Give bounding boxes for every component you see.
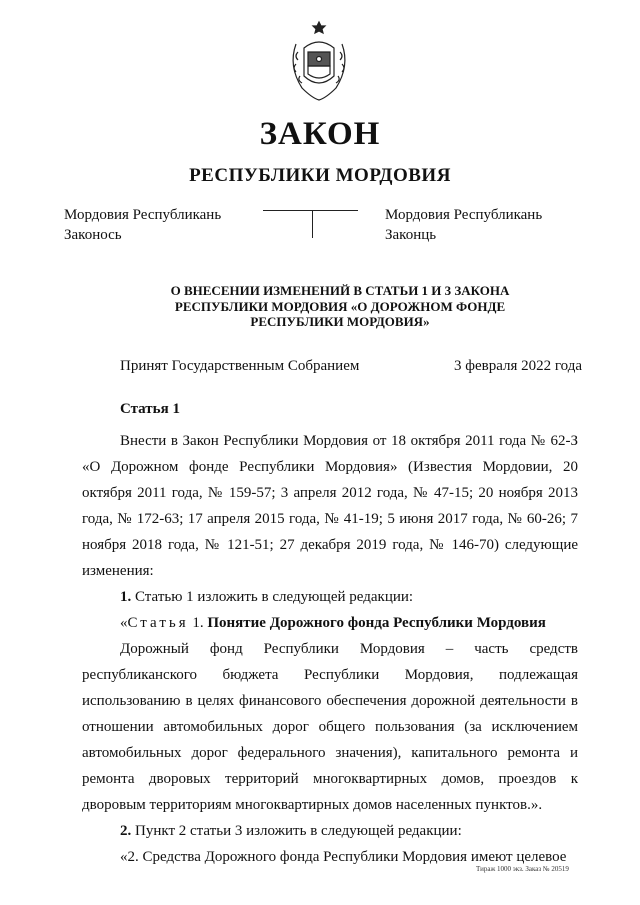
right-header-line: Мордовия Республикань	[385, 207, 543, 223]
article-1-body	[82, 428, 578, 870]
quote-open: «	[120, 615, 128, 631]
quoted-article-title: Понятие Дорожного фонда Республики Мордовия	[207, 615, 546, 631]
document-subtitle: РЕСПУБЛИКИ МОРДОВИЯ	[189, 165, 451, 186]
item-2-quote: «2. Средства Дорожного фонда Республики Мордовия имеют целевое	[120, 849, 567, 865]
article-1-intro: Внести в Закон Республики Мордовия от 18 октября 2011 года № 62-З «О Дорожном фонде Республики Мордовия» (Известия Мордовии, 20 октября 2011 года, № 159-57; 3 апреля 2012 года, № 47-15; 20 ноября 2013 года, № 172-63; 17 апреля 2015 года, № 41-19; 5 июня 2017 года, № 60-26; 7 ноября 2018 года, № 121-51; 27 декабря 2019 года, № 146-70) следующие изменения:	[82, 433, 578, 579]
adoption-date: 3 февраля 2022 года	[454, 358, 583, 374]
law-heading-line: РЕСПУБЛИКИ МОРДОВИЯ «О ДОРОЖНОМ ФОНДЕ	[174, 298, 506, 314]
left-header-line: Мордовия Республикань	[64, 207, 222, 223]
quoted-article-heading	[82, 610, 578, 636]
right-header-line: Законць	[385, 227, 437, 243]
document-title: ЗАКОН	[259, 116, 381, 152]
law-heading-line: О ВНЕСЕНИИ ИЗМЕНЕНИЙ В СТАТЬИ 1 И 3 ЗАКОНА	[170, 283, 510, 298]
adoption-body: Принят Государственным Собранием	[120, 358, 360, 374]
header-divider-horizontal	[263, 210, 358, 211]
fund-definition: Дорожный фонд Республики Мордовия – часть средств республиканского бюджета Республики Мордовия, подлежащая использованию в целях финансового обеспечения дорожной деятельности в отношении автомобильных дорог общего пользования (за исключением автомобильных дорог федерального значения), капитального ремонта и ремонта дворовых территорий многоквартирных домов, проездов к дворовым территориям многоквартирных домов населенных пунктов.».	[82, 641, 578, 813]
law-heading-line: РЕСПУБЛИКИ МОРДОВИЯ»	[250, 314, 430, 329]
left-header-line: Законось	[64, 227, 122, 243]
item-text: Статью 1 изложить в следующей редакции:	[131, 589, 414, 605]
header-divider-vertical	[312, 210, 313, 238]
article-1-title: Статья 1	[120, 401, 180, 417]
item-number: 2.	[120, 823, 132, 839]
item-number: 1.	[120, 589, 132, 605]
article-1-item-2	[82, 818, 578, 844]
coat-of-arms-emblem	[284, 18, 354, 106]
item-text: Пункт 2 статьи 3 изложить в следующей редакции:	[131, 823, 462, 839]
print-run-footer: Тираж 1000 экз. Заказ № 20519	[476, 865, 569, 873]
law-heading	[150, 283, 530, 330]
right-header-block	[385, 205, 542, 245]
quoted-article-word: Статья	[127, 615, 189, 631]
article-1-item-1	[82, 584, 578, 610]
quoted-article-number: 1.	[188, 615, 208, 631]
left-header-block	[64, 205, 221, 245]
